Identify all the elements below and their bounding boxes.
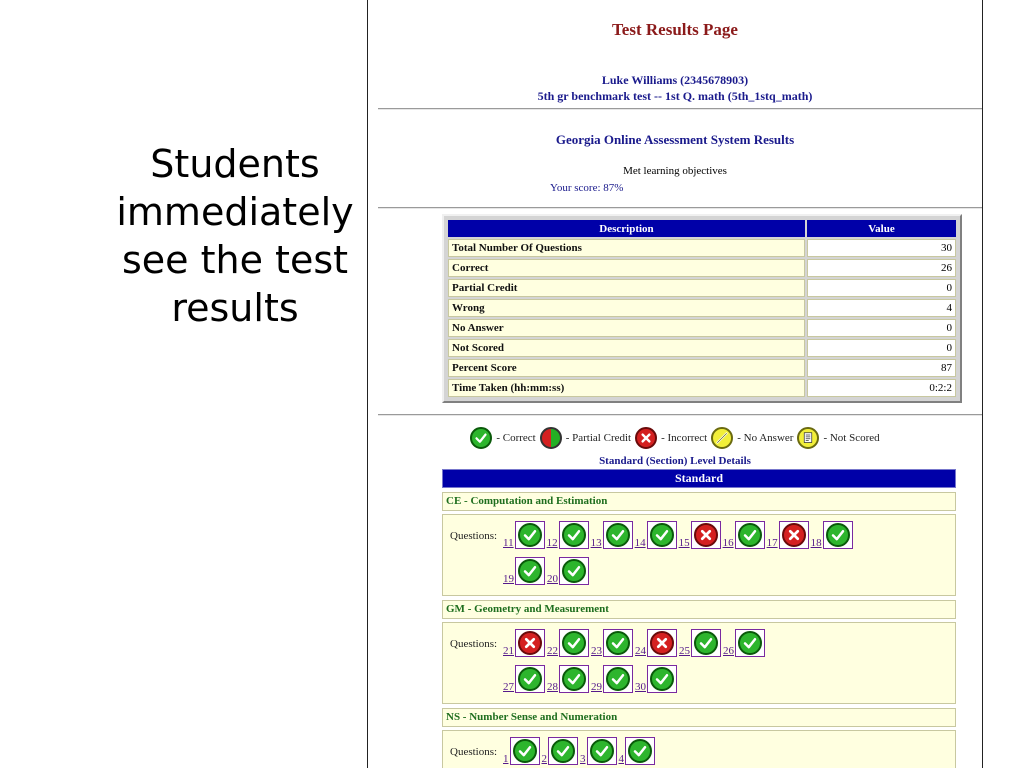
question-item	[679, 521, 723, 549]
description-column-header: Description	[448, 220, 805, 237]
legend-label: - No Answer	[737, 432, 794, 444]
summary-row	[448, 299, 956, 317]
legend-item	[711, 427, 793, 449]
correct-icon	[562, 631, 586, 655]
legend-label: - Incorrect	[661, 432, 708, 444]
question-number-link[interactable]: 19	[503, 573, 514, 585]
section-title: CE - Computation and Estimation	[442, 492, 956, 511]
summary-row	[448, 379, 956, 397]
summary-label: Not Scored	[448, 339, 805, 357]
student-name: Luke Williams (2345678903)	[601, 73, 749, 87]
question-number-link[interactable]: 22	[547, 645, 558, 657]
question-number-link[interactable]: 1	[503, 753, 509, 765]
question-item	[635, 665, 679, 693]
score-text: Your score: 87%	[550, 182, 624, 194]
summary-label: Percent Score	[448, 359, 805, 377]
incorrect-icon	[782, 523, 806, 547]
question-result-box[interactable]	[559, 629, 589, 657]
summary-value: 30	[807, 239, 956, 257]
summary-value: 0	[807, 339, 956, 357]
question-item	[767, 521, 811, 549]
no-answer-icon	[711, 427, 733, 449]
legend-label: - Not Scored	[823, 432, 880, 444]
question-item	[547, 521, 591, 549]
question-result-box[interactable]	[735, 629, 765, 657]
not-scored-icon	[797, 427, 819, 449]
question-result-box[interactable]	[603, 629, 633, 657]
question-number-link[interactable]: 26	[723, 645, 734, 657]
question-number-link[interactable]: 11	[503, 537, 514, 549]
question-number-link[interactable]: 27	[503, 681, 514, 693]
question-number-link[interactable]: 30	[635, 681, 646, 693]
summary-row	[448, 359, 956, 377]
question-item	[503, 629, 547, 657]
questions-label: Questions:	[450, 638, 498, 650]
question-number-link[interactable]: 20	[547, 573, 558, 585]
question-result-box[interactable]	[603, 521, 633, 549]
section-questions	[442, 730, 956, 768]
question-item	[723, 629, 767, 657]
question-item	[503, 521, 547, 549]
correct-icon	[606, 523, 630, 547]
browser-page-frame	[367, 0, 983, 768]
question-number-link[interactable]: 2	[541, 753, 547, 765]
question-result-box[interactable]	[559, 665, 589, 693]
legend-item	[635, 427, 707, 449]
question-result-box[interactable]	[515, 665, 545, 693]
question-number-link[interactable]: 21	[503, 645, 514, 657]
system-results-title: Georgia Online Assessment System Results	[555, 132, 795, 147]
question-item	[503, 557, 547, 585]
question-result-box[interactable]	[603, 665, 633, 693]
summary-row	[448, 339, 956, 357]
section-questions	[442, 622, 956, 704]
summary-table-frame	[442, 214, 962, 403]
section-questions	[442, 514, 956, 596]
question-number-link[interactable]: 18	[810, 537, 822, 549]
summary-label: Total Number Of Questions	[448, 239, 805, 257]
question-result-box[interactable]	[559, 521, 589, 549]
correct-icon	[606, 667, 630, 691]
correct-icon	[562, 667, 586, 691]
question-item	[723, 521, 767, 549]
question-item	[503, 737, 542, 765]
question-result-box[interactable]	[823, 521, 853, 549]
question-number-link[interactable]: 17	[766, 537, 778, 549]
question-item	[503, 665, 547, 693]
standard-level-details-link[interactable]: Standard (Section) Level Details	[599, 455, 751, 467]
question-row	[503, 557, 591, 585]
correct-icon	[738, 631, 762, 655]
question-result-box[interactable]	[515, 629, 545, 657]
divider	[378, 414, 982, 416]
question-result-box[interactable]	[559, 557, 589, 585]
standards-table	[442, 469, 956, 768]
question-result-box[interactable]	[625, 737, 655, 765]
correct-icon	[518, 559, 542, 583]
question-number-link[interactable]: 12	[546, 537, 558, 549]
partial-credit-icon	[540, 427, 562, 449]
question-item	[580, 737, 619, 765]
question-item	[679, 629, 723, 657]
summary-row	[448, 279, 956, 297]
status-legend	[368, 425, 982, 451]
summary-label: No Answer	[448, 319, 805, 337]
question-number-link[interactable]: 14	[634, 537, 646, 549]
question-result-box[interactable]	[515, 521, 545, 549]
section-title: NS - Number Sense and Numeration	[442, 708, 956, 727]
question-item	[547, 629, 591, 657]
correct-icon	[738, 523, 762, 547]
correct-icon	[650, 523, 674, 547]
correct-icon	[551, 739, 575, 763]
incorrect-icon	[635, 427, 657, 449]
correct-icon	[470, 427, 492, 449]
student-info	[368, 72, 982, 104]
summary-label: Partial Credit	[448, 279, 805, 297]
summary-row	[448, 239, 956, 257]
value-column-header: Value	[807, 220, 956, 237]
legend-label: - Partial Credit	[565, 432, 632, 444]
legend-item	[540, 427, 631, 449]
page-title: Test Results Page	[612, 20, 738, 39]
correct-icon	[606, 631, 630, 655]
slide-caption: Students immediately see the test results	[116, 142, 354, 330]
correct-icon	[513, 739, 537, 763]
legend-item	[797, 427, 879, 449]
correct-icon	[518, 523, 542, 547]
question-item	[591, 521, 635, 549]
incorrect-icon	[650, 631, 674, 655]
question-number-link[interactable]: 23	[591, 645, 602, 657]
incorrect-icon	[518, 631, 542, 655]
question-item	[635, 629, 679, 657]
question-item	[591, 629, 635, 657]
objective-status: Met learning objectives	[623, 165, 727, 177]
summary-row	[448, 259, 956, 277]
standard-column-header: Standard	[442, 469, 956, 488]
question-result-box[interactable]	[779, 521, 809, 549]
question-result-box[interactable]	[735, 521, 765, 549]
question-number-link[interactable]: 3	[580, 753, 586, 765]
question-number-link[interactable]: 24	[635, 645, 646, 657]
question-result-box[interactable]	[647, 521, 677, 549]
questions-label: Questions:	[450, 530, 498, 542]
summary-label: Time Taken (hh:mm:ss)	[448, 379, 805, 397]
question-number-link[interactable]: 13	[590, 537, 602, 549]
question-result-box[interactable]	[691, 521, 721, 549]
question-item	[547, 557, 591, 585]
standard-sections	[442, 492, 956, 768]
summary-table	[446, 218, 958, 399]
summary-value: 0	[807, 319, 956, 337]
question-item	[542, 737, 581, 765]
questions-label: Questions:	[450, 746, 498, 758]
section-title: GM - Geometry and Measurement	[442, 600, 956, 619]
question-number-link[interactable]: 29	[591, 681, 602, 693]
question-item	[547, 665, 591, 693]
question-item	[591, 665, 635, 693]
question-result-box[interactable]	[647, 665, 677, 693]
question-result-box[interactable]	[548, 737, 578, 765]
summary-value: 87	[807, 359, 956, 377]
question-row	[503, 737, 657, 765]
question-result-box[interactable]	[587, 737, 617, 765]
question-number-link[interactable]: 25	[679, 645, 690, 657]
summary-value: 0	[807, 279, 956, 297]
test-name: 5th gr benchmark test -- 1st Q. math (5th_1stq_math)	[537, 89, 813, 103]
question-number-link[interactable]: 16	[722, 537, 734, 549]
summary-value: 0:2:2	[807, 379, 956, 397]
question-item	[619, 737, 658, 765]
question-result-box[interactable]	[691, 629, 721, 657]
summary-label: Correct	[448, 259, 805, 277]
correct-icon	[650, 667, 674, 691]
question-result-box[interactable]	[515, 557, 545, 585]
question-number-link[interactable]: 15	[678, 537, 690, 549]
question-row	[503, 665, 679, 693]
divider	[378, 207, 982, 209]
correct-icon	[562, 523, 586, 547]
summary-row	[448, 319, 956, 337]
correct-icon	[590, 739, 614, 763]
correct-icon	[826, 523, 850, 547]
summary-table-body	[448, 239, 956, 397]
question-number-link[interactable]: 4	[618, 753, 624, 765]
incorrect-icon	[694, 523, 718, 547]
question-result-box[interactable]	[510, 737, 540, 765]
legend-label: - Correct	[496, 432, 536, 444]
correct-icon	[518, 667, 542, 691]
correct-icon	[694, 631, 718, 655]
question-result-box[interactable]	[647, 629, 677, 657]
question-item	[811, 521, 855, 549]
legend-item	[470, 427, 535, 449]
summary-value: 4	[807, 299, 956, 317]
correct-icon	[628, 739, 652, 763]
summary-value: 26	[807, 259, 956, 277]
question-row	[503, 521, 855, 549]
question-number-link[interactable]: 28	[547, 681, 558, 693]
question-item	[635, 521, 679, 549]
correct-icon	[562, 559, 586, 583]
divider	[378, 108, 982, 110]
question-row	[503, 629, 767, 657]
summary-label: Wrong	[448, 299, 805, 317]
